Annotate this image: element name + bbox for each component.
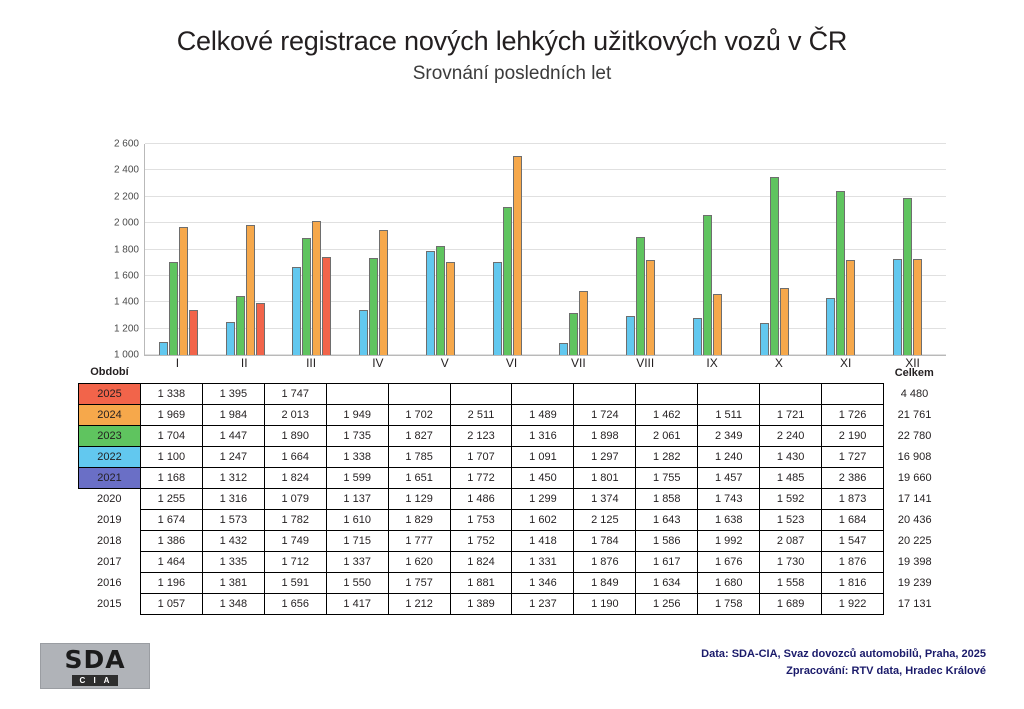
table-row bbox=[79, 530, 946, 551]
cell-2019-X: 1 638 bbox=[698, 509, 760, 530]
cell-2022-II: 1 247 bbox=[202, 446, 264, 467]
cell-2024-VII: 1 489 bbox=[512, 404, 574, 425]
cell-2023-I: 1 704 bbox=[140, 425, 202, 446]
bar-2024-V bbox=[446, 262, 455, 355]
cell-2019-XI: 1 523 bbox=[760, 509, 822, 530]
chart-group-II bbox=[212, 144, 279, 355]
cell-2022-IV: 1 338 bbox=[326, 446, 388, 467]
x-label-V: V bbox=[440, 356, 449, 370]
cell-2025-IV bbox=[326, 383, 388, 404]
cell-2018-IV: 1 715 bbox=[326, 530, 388, 551]
table-row bbox=[79, 404, 946, 425]
cell-2016-I: 1 196 bbox=[140, 572, 202, 593]
cell-2019-IV: 1 610 bbox=[326, 509, 388, 530]
cell-2024-IV: 1 949 bbox=[326, 404, 388, 425]
x-label-IV: IV bbox=[372, 356, 384, 370]
row-total-2025: 4 480 bbox=[900, 387, 929, 400]
row-year-2023: 2023 bbox=[79, 425, 141, 446]
cell-2023-XI: 2 240 bbox=[760, 425, 822, 446]
chart-group-VI bbox=[479, 144, 546, 355]
cell-2023-V: 1 827 bbox=[388, 425, 450, 446]
cell-2016-VIII: 1 849 bbox=[574, 572, 636, 593]
cell-2022-IX: 1 282 bbox=[636, 446, 698, 467]
chart-group-IV bbox=[345, 144, 412, 355]
chart-group-VII bbox=[546, 144, 613, 355]
bar-2024-IV bbox=[379, 230, 388, 355]
y-axis-tick-label: 1 000 bbox=[113, 349, 139, 361]
cell-2017-VI: 1 824 bbox=[450, 551, 512, 572]
row-total-2022: 16 908 bbox=[897, 450, 932, 463]
cell-2022-VIII: 1 297 bbox=[574, 446, 636, 467]
cell-2019-XII: 1 684 bbox=[822, 509, 884, 530]
bar-2023-VII bbox=[569, 313, 578, 355]
chart-group-X bbox=[746, 144, 813, 355]
cell-2022-V: 1 785 bbox=[388, 446, 450, 467]
cell-2015-X: 1 758 bbox=[698, 593, 760, 614]
bar-2024-X bbox=[780, 288, 789, 355]
cell-2019-VI: 1 753 bbox=[450, 509, 512, 530]
cell-2019-IX: 1 643 bbox=[636, 509, 698, 530]
cell-2025-I: 1 338 bbox=[140, 383, 202, 404]
cell-2022-III: 1 664 bbox=[264, 446, 326, 467]
cell-2019-VII: 1 602 bbox=[512, 509, 574, 530]
cell-2021-IX: 1 755 bbox=[636, 467, 698, 488]
bar-2023-XI bbox=[836, 191, 845, 355]
cell-2023-VII: 1 316 bbox=[512, 425, 574, 446]
cell-2019-II: 1 573 bbox=[202, 509, 264, 530]
y-axis-tick-label: 2 200 bbox=[113, 191, 139, 203]
x-label-VI: VI bbox=[505, 356, 518, 370]
cell-2020-III: 1 079 bbox=[264, 488, 326, 509]
cell-2021-VI: 1 772 bbox=[450, 467, 512, 488]
cell-2015-VI: 1 389 bbox=[450, 593, 512, 614]
cell-2015-V: 1 212 bbox=[388, 593, 450, 614]
x-label-IX: IX bbox=[706, 356, 718, 370]
bar-2023-I bbox=[169, 262, 178, 355]
bar-2022-VI bbox=[493, 262, 502, 355]
table-header-row bbox=[79, 362, 946, 383]
cell-2018-V: 1 777 bbox=[388, 530, 450, 551]
cell-2024-X: 1 511 bbox=[698, 404, 760, 425]
cell-2018-VIII: 1 784 bbox=[574, 530, 636, 551]
y-axis-tick-label: 2 600 bbox=[113, 138, 139, 150]
header-months-spacer bbox=[140, 362, 883, 383]
cell-2017-I: 1 464 bbox=[140, 551, 202, 572]
bar-2023-VIII bbox=[636, 237, 645, 355]
table-row bbox=[79, 467, 946, 488]
cell-2025-III: 1 747 bbox=[264, 383, 326, 404]
bar-2022-X bbox=[760, 323, 769, 355]
cell-2018-III: 1 749 bbox=[264, 530, 326, 551]
chart-group-III bbox=[279, 144, 346, 355]
cell-2024-VIII: 1 724 bbox=[574, 404, 636, 425]
cell-2021-X: 1 457 bbox=[698, 467, 760, 488]
cell-2023-XII: 2 190 bbox=[822, 425, 884, 446]
cell-2020-XII: 1 873 bbox=[822, 488, 884, 509]
page-subtitle: Srovnání posledních let bbox=[412, 63, 612, 84]
header-total: Celkem bbox=[894, 366, 934, 379]
bar-2022-XII bbox=[893, 259, 902, 355]
bar-2022-III bbox=[292, 267, 301, 355]
x-label-I: I bbox=[175, 356, 180, 370]
row-year-2018: 2018 bbox=[96, 534, 122, 547]
x-label-II: II bbox=[240, 356, 248, 370]
table-row bbox=[79, 593, 946, 614]
table-row bbox=[79, 509, 946, 530]
chart-group-V bbox=[412, 144, 479, 355]
row-year-2024: 2024 bbox=[79, 404, 141, 425]
chart-bar-groups bbox=[145, 144, 946, 355]
bar-2024-IX bbox=[713, 294, 722, 355]
cell-2021-IV: 1 599 bbox=[326, 467, 388, 488]
row-year-2021: 2021 bbox=[79, 467, 141, 488]
registrations-table bbox=[78, 362, 946, 615]
bar-2024-XI bbox=[846, 260, 855, 355]
bar-2024-II bbox=[246, 225, 255, 355]
x-label-VIII: VIII bbox=[636, 356, 655, 370]
row-total-2019: 20 436 bbox=[897, 513, 932, 526]
cell-2018-X: 1 992 bbox=[698, 530, 760, 551]
chart-group-XII bbox=[879, 144, 946, 355]
cell-2022-XI: 1 430 bbox=[760, 446, 822, 467]
bar-2024-VII bbox=[579, 291, 588, 355]
bar-2024-XII bbox=[913, 259, 922, 355]
x-label-X: X bbox=[774, 356, 783, 370]
bar-2022-I bbox=[159, 342, 168, 355]
cell-2015-III: 1 656 bbox=[264, 593, 326, 614]
cell-2020-I: 1 255 bbox=[140, 488, 202, 509]
row-year-2025: 2025 bbox=[79, 383, 141, 404]
cell-2017-XI: 1 730 bbox=[760, 551, 822, 572]
row-total-2020: 17 141 bbox=[897, 492, 932, 505]
cell-2018-VII: 1 418 bbox=[512, 530, 574, 551]
y-axis-tick-label: 1 600 bbox=[113, 270, 139, 282]
row-year-2016: 2016 bbox=[96, 576, 122, 589]
table-row bbox=[79, 488, 946, 509]
bar-2022-IV bbox=[359, 310, 368, 355]
cell-2015-IX: 1 256 bbox=[636, 593, 698, 614]
cell-2023-VIII: 1 898 bbox=[574, 425, 636, 446]
cell-2020-IX: 1 858 bbox=[636, 488, 698, 509]
cell-2015-VII: 1 237 bbox=[512, 593, 574, 614]
cell-2025-VIII bbox=[574, 383, 636, 404]
cell-2015-I: 1 057 bbox=[140, 593, 202, 614]
cell-2018-II: 1 432 bbox=[202, 530, 264, 551]
x-label-XII: XII bbox=[905, 356, 920, 370]
table-row bbox=[79, 425, 946, 446]
bar-chart bbox=[78, 138, 946, 370]
credits bbox=[701, 646, 986, 680]
cell-2017-X: 1 676 bbox=[698, 551, 760, 572]
cell-2024-I: 1 969 bbox=[140, 404, 202, 425]
cell-2020-VI: 1 486 bbox=[450, 488, 512, 509]
bar-2022-V bbox=[426, 251, 435, 355]
cell-2020-IV: 1 137 bbox=[326, 488, 388, 509]
row-year-2019: 2019 bbox=[96, 513, 122, 526]
cell-2025-X bbox=[698, 383, 760, 404]
cell-2025-VI bbox=[450, 383, 512, 404]
chart-group-XI bbox=[813, 144, 880, 355]
bar-2023-IV bbox=[369, 258, 378, 355]
bar-2022-XI bbox=[826, 298, 835, 355]
logo-text-sda: SDA bbox=[64, 644, 126, 674]
cell-2016-IX: 1 634 bbox=[636, 572, 698, 593]
cell-2020-II: 1 316 bbox=[202, 488, 264, 509]
bar-2022-VIII bbox=[626, 316, 635, 355]
cell-2023-III: 1 890 bbox=[264, 425, 326, 446]
bar-2023-V bbox=[436, 246, 445, 355]
sda-cia-logo bbox=[40, 643, 150, 689]
header-period: Období bbox=[90, 366, 129, 379]
cell-2016-V: 1 757 bbox=[388, 572, 450, 593]
row-total-2016: 19 239 bbox=[897, 576, 932, 589]
cell-2016-XII: 1 816 bbox=[822, 572, 884, 593]
cell-2022-VII: 1 091 bbox=[512, 446, 574, 467]
cell-2016-X: 1 680 bbox=[698, 572, 760, 593]
cell-2021-VII: 1 450 bbox=[512, 467, 574, 488]
table-row bbox=[79, 572, 946, 593]
chart-group-VIII bbox=[612, 144, 679, 355]
x-label-III: III bbox=[306, 356, 317, 370]
cell-2021-V: 1 651 bbox=[388, 467, 450, 488]
cell-2022-VI: 1 707 bbox=[450, 446, 512, 467]
cell-2024-VI: 2 511 bbox=[450, 404, 512, 425]
chart-group-I bbox=[145, 144, 212, 355]
cell-2018-XI: 2 087 bbox=[760, 530, 822, 551]
cell-2023-X: 2 349 bbox=[698, 425, 760, 446]
y-axis-tick-label: 2 000 bbox=[113, 217, 139, 229]
cell-2025-VII bbox=[512, 383, 574, 404]
cell-2017-VII: 1 331 bbox=[512, 551, 574, 572]
cell-2025-XI bbox=[760, 383, 822, 404]
cell-2017-IX: 1 617 bbox=[636, 551, 698, 572]
y-axis-tick-label: 1 400 bbox=[113, 296, 139, 308]
cell-2022-X: 1 240 bbox=[698, 446, 760, 467]
y-axis-tick-label: 1 200 bbox=[113, 323, 139, 335]
cell-2025-II: 1 395 bbox=[202, 383, 264, 404]
cell-2018-IX: 1 586 bbox=[636, 530, 698, 551]
cell-2016-II: 1 381 bbox=[202, 572, 264, 593]
data-table-wrapper bbox=[78, 362, 946, 615]
cell-2023-II: 1 447 bbox=[202, 425, 264, 446]
bar-2023-IX bbox=[703, 215, 712, 355]
row-year-2022: 2022 bbox=[79, 446, 141, 467]
cell-2016-VI: 1 881 bbox=[450, 572, 512, 593]
bar-2024-I bbox=[179, 227, 188, 355]
cell-2015-IV: 1 417 bbox=[326, 593, 388, 614]
row-year-2015: 2015 bbox=[96, 597, 122, 610]
cell-2019-I: 1 674 bbox=[140, 509, 202, 530]
cell-2017-VIII: 1 876 bbox=[574, 551, 636, 572]
credit-data-source: Data: SDA-CIA, Svaz dovozců automobilů, Praha, 2025 bbox=[701, 648, 986, 660]
cell-2017-II: 1 335 bbox=[202, 551, 264, 572]
cell-2018-VI: 1 752 bbox=[450, 530, 512, 551]
x-label-VII: VII bbox=[571, 356, 586, 370]
cell-2020-VIII: 1 374 bbox=[574, 488, 636, 509]
credit-processing: Zpracování: RTV data, Hradec Králové bbox=[786, 665, 986, 678]
cell-2022-I: 1 100 bbox=[140, 446, 202, 467]
bar-2023-XII bbox=[903, 198, 912, 355]
cell-2015-VIII: 1 190 bbox=[574, 593, 636, 614]
cell-2017-III: 1 712 bbox=[264, 551, 326, 572]
cell-2021-XII: 2 386 bbox=[822, 467, 884, 488]
cell-2015-II: 1 348 bbox=[202, 593, 264, 614]
cell-2016-III: 1 591 bbox=[264, 572, 326, 593]
bar-2025-I bbox=[189, 310, 198, 355]
cell-2017-XII: 1 876 bbox=[822, 551, 884, 572]
bar-2023-II bbox=[236, 296, 245, 355]
cell-2020-VII: 1 299 bbox=[512, 488, 574, 509]
bar-2023-VI bbox=[503, 207, 512, 355]
cell-2016-XI: 1 558 bbox=[760, 572, 822, 593]
cell-2024-IX: 1 462 bbox=[636, 404, 698, 425]
table-row bbox=[79, 383, 946, 404]
row-total-2017: 19 398 bbox=[897, 555, 932, 568]
bar-2022-II bbox=[226, 322, 235, 355]
bar-2025-III bbox=[322, 257, 331, 356]
chart-group-IX bbox=[679, 144, 746, 355]
cell-2024-XI: 1 721 bbox=[760, 404, 822, 425]
cell-2021-II: 1 312 bbox=[202, 467, 264, 488]
cell-2023-IV: 1 735 bbox=[326, 425, 388, 446]
cell-2018-I: 1 386 bbox=[140, 530, 202, 551]
cell-2019-V: 1 829 bbox=[388, 509, 450, 530]
cell-2017-IV: 1 337 bbox=[326, 551, 388, 572]
cell-2016-VII: 1 346 bbox=[512, 572, 574, 593]
row-total-2024: 21 761 bbox=[897, 408, 932, 421]
cell-2025-XII bbox=[822, 383, 884, 404]
y-axis-tick-label: 1 800 bbox=[113, 244, 139, 255]
cell-2019-III: 1 782 bbox=[264, 509, 326, 530]
cell-2019-VIII: 2 125 bbox=[574, 509, 636, 530]
cell-2021-XI: 1 485 bbox=[760, 467, 822, 488]
bar-2023-III bbox=[302, 238, 311, 355]
row-total-2021: 19 660 bbox=[897, 471, 932, 484]
row-year-2020: 2020 bbox=[96, 492, 122, 505]
cell-2025-V bbox=[388, 383, 450, 404]
cell-2024-XII: 1 726 bbox=[822, 404, 884, 425]
bar-2022-IX bbox=[693, 318, 702, 355]
cell-2024-II: 1 984 bbox=[202, 404, 264, 425]
cell-2020-X: 1 743 bbox=[698, 488, 760, 509]
bar-2025-II bbox=[256, 303, 265, 355]
cell-2020-V: 1 129 bbox=[388, 488, 450, 509]
cell-2015-XI: 1 689 bbox=[760, 593, 822, 614]
cell-2021-III: 1 824 bbox=[264, 467, 326, 488]
bar-2024-VI bbox=[513, 156, 522, 355]
table-row bbox=[79, 551, 946, 572]
chart-plot-area bbox=[113, 138, 946, 361]
y-axis-tick-label: 2 400 bbox=[113, 164, 139, 176]
bar-2024-VIII bbox=[646, 260, 655, 355]
cell-2023-VI: 2 123 bbox=[450, 425, 512, 446]
table-row bbox=[79, 446, 946, 467]
logo-text-cia: C I A bbox=[72, 675, 119, 686]
cell-2016-IV: 1 550 bbox=[326, 572, 388, 593]
cell-2022-XII: 1 727 bbox=[822, 446, 884, 467]
cell-2018-XII: 1 547 bbox=[822, 530, 884, 551]
row-total-2023: 22 780 bbox=[897, 429, 932, 442]
cell-2017-V: 1 620 bbox=[388, 551, 450, 572]
page-title: Celkové registrace nových lehkých užitkových vozů v ČR bbox=[176, 26, 848, 56]
cell-2020-XI: 1 592 bbox=[760, 488, 822, 509]
bar-2024-III bbox=[312, 221, 321, 355]
cell-2023-IX: 2 061 bbox=[636, 425, 698, 446]
x-label-XI: XI bbox=[840, 356, 852, 370]
bar-2023-X bbox=[770, 177, 779, 355]
cell-2021-I: 1 168 bbox=[140, 467, 202, 488]
row-total-2018: 20 225 bbox=[897, 534, 932, 547]
row-year-2017: 2017 bbox=[96, 555, 122, 568]
bar-2022-VII bbox=[559, 343, 568, 355]
cell-2015-XII: 1 922 bbox=[822, 593, 884, 614]
cell-2025-IX bbox=[636, 383, 698, 404]
cell-2024-III: 2 013 bbox=[264, 404, 326, 425]
row-total-2015: 17 131 bbox=[897, 597, 932, 610]
cell-2024-V: 1 702 bbox=[388, 404, 450, 425]
cell-2021-VIII: 1 801 bbox=[574, 467, 636, 488]
